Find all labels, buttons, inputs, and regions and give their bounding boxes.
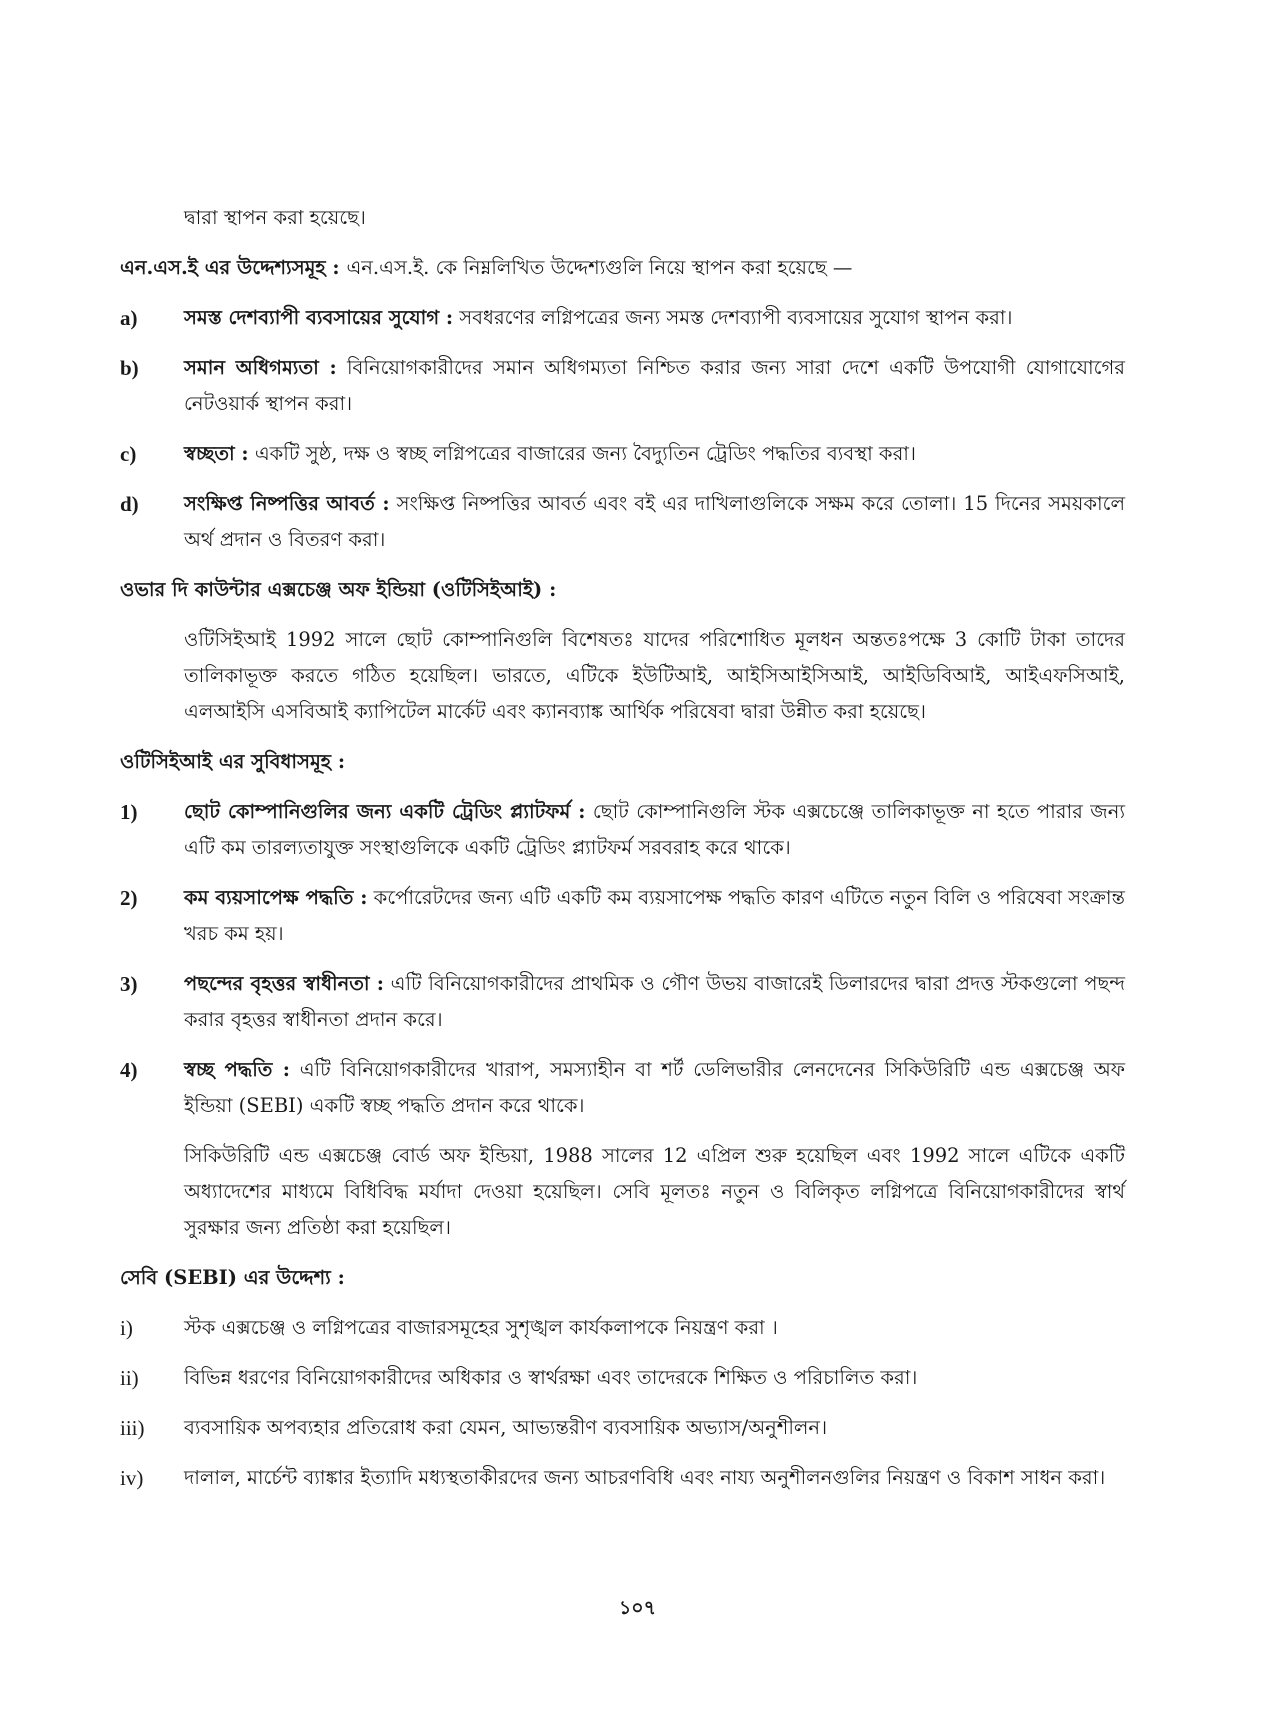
list-item-body	[184, 486, 1125, 558]
item-text: দালাল, মার্চেন্ট ব্যাঙ্কার ইত্যাদি মধ্যস্থতাকীরদের জন্য আচরণবিধি এবং নায্য অনুশীলনগুলির নিয়ন্ত্রণ ও বিকাশ সাধন করা।	[184, 1466, 1106, 1489]
list-marker: iii)	[120, 1416, 145, 1440]
list-item	[120, 880, 1125, 952]
list-item-body	[184, 300, 1125, 336]
list-item	[120, 436, 1125, 472]
list-item-body	[184, 880, 1125, 952]
list-item-body	[184, 1052, 1125, 1124]
nse-heading-tail: এন.এস.ই. কে নিম্নলিখিত উদ্দেশ্যগুলি নিয়ে স্থাপন করা হয়েছে —	[346, 256, 853, 279]
list-marker: c)	[120, 442, 137, 466]
otcei-heading: ওভার দি কাউন্টার এক্সচেঞ্জ অফ ইন্ডিয়া (ওটিসিইআই) :	[120, 578, 557, 601]
list-item-body	[184, 966, 1125, 1038]
list-item	[120, 1360, 1125, 1396]
list-item	[120, 1052, 1125, 1124]
item-text: ছোট কোম্পানিগুলি স্টক এক্সচেঞ্জে তালিকাভূক্ত না হতে পারার জন্য এটি কম তারল্যতাযুক্ত সংস্থাগুলিকে একটি ট্রেডিং প্ল্যাটফর্ম সরবরাহ করে থাকে।	[184, 800, 1125, 859]
nse-objectives-heading	[120, 250, 1125, 286]
list-item	[120, 350, 1125, 422]
list-item	[120, 1310, 1125, 1346]
item-text: ব্যবসায়িক অপব্যহার প্রতিরোধ করা যেমন, আভ্যন্তরীণ ব্যবসায়িক অভ্যাস/অনুশীলন।	[184, 1416, 828, 1439]
item-title: স্বচ্ছ পদ্ধতি :	[184, 1058, 290, 1081]
list-marker: b)	[120, 356, 139, 380]
list-item	[120, 1410, 1125, 1446]
page-number: ১০৭	[618, 1597, 657, 1619]
list-item-body	[184, 436, 1125, 472]
item-text: কর্পোরেটদের জন্য এটি একটি কম ব্যয়সাপেক্ষ পদ্ধতি কারণ এটিতে নতুন বিলি ও পরিষেবা সংক্রান্ত খরচ কম হয়।	[184, 886, 1125, 945]
list-item-body	[184, 794, 1125, 866]
item-title: পছন্দের বৃহত্তর স্বাধীনতা :	[184, 972, 384, 995]
list-marker: a)	[120, 306, 138, 330]
otcei-benefits-heading: ওটিসিইআই এর সুবিধাসমূহ :	[120, 750, 346, 773]
item-text: বিভিন্ন ধরণের বিনিয়োগকারীদের অধিকার ও স্বার্থরক্ষা এবং তাদেরকে শিক্ষিত ও পরিচালিত করা।	[184, 1366, 918, 1389]
item-text: একটি সুষ্ঠ, দক্ষ ও স্বচ্ছ লগ্নিপত্রের বাজারের জন্য বৈদ্যুতিন ট্রেডিং পদ্ধতির ব্যবস্থা করা।	[254, 442, 916, 465]
item-title: সমান অধিগম্যতা :	[184, 356, 337, 379]
sebi-paragraph: সিকিউরিটি এন্ড এক্সচেঞ্জ বোর্ড অফ ইন্ডিয়া, 1988 সালের 12 এপ্রিল শুরু হয়েছিল এবং 1992 সালে এটিকে একটি অধ্যাদেশের মাধ্যমে বিধিবিদ্ধ মর্যাদা দেওয়া হয়েছিল। সেবি মূলতঃ নতুন ও বিলিকৃত লগ্নিপত্রে বিনিয়োগকারীদের স্বার্থ সুরক্ষার জন্য প্রতিষ্ঠা করা হয়েছিল।	[184, 1144, 1125, 1239]
item-title: সমস্ত দেশব্যাপী ব্যবসায়ের সুযোগ :	[184, 306, 454, 329]
list-marker: 4)	[120, 1058, 138, 1082]
item-title: সংক্ষিপ্ত নিষ্পত্তির আবর্ত :	[184, 492, 390, 515]
list-marker: 1)	[120, 800, 138, 824]
otcei-paragraph: ওটিসিইআই 1992 সালে ছোট কোম্পানিগুলি বিশেষতঃ যাদের পরিশোধিত মূলধন অন্ততঃপক্ষে 3 কোটি টাকা তাদের তালিকাভূক্ত করতে গঠিত হয়েছিল। ভারতে, এটিকে ইউটিআই, আইসিআইসিআই, আইডিবিআই, আইএফসিআই, এলআইসি এসবিআই ক্যাপিটেল মার্কেট এবং ক্যানব্যাঙ্ক আর্থিক পরিষেবা দ্বারা উন্নীত করা হয়েছে।	[184, 628, 1125, 723]
intro-line: দ্বারা স্থাপন করা হয়েছে।	[184, 206, 366, 229]
item-title: কম ব্যয়সাপেক্ষ পদ্ধতি :	[184, 886, 368, 909]
list-item	[120, 966, 1125, 1038]
list-marker: i)	[120, 1316, 133, 1340]
nse-heading-title: এন.এস.ই এর উদ্দেশ্যসমূহ :	[120, 256, 340, 279]
item-title: স্বচ্ছতা :	[184, 442, 249, 465]
item-text: এটি বিনিয়োগকারীদের প্রাথমিক ও গৌণ উভয় বাজারেই ডিলারদের দ্বারা প্রদত্ত স্টকগুলো পছন্দ করার বৃহত্তর স্বাধীনতা প্রদান করে।	[184, 972, 1125, 1031]
item-text: সংক্ষিপ্ত নিষ্পত্তির আবর্ত এবং বই এর দাখিলাগুলিকে সক্ষম করে তোলা। 15 দিনের সময়কালে অর্থ প্রদান ও বিতরণ করা।	[184, 492, 1126, 551]
list-item	[120, 1460, 1125, 1496]
item-title: ছোট কোম্পানিগুলির জন্য একটি ট্রেডিং প্ল্যাটফর্ম :	[184, 800, 586, 823]
item-text: বিনিয়োগকারীদের সমান অধিগম্যতা নিশ্চিত করার জন্য সারা দেশে একটি উপযোগী যোগাযোগের নেটওয়ার্ক স্থাপন করা।	[184, 356, 1125, 415]
sebi-objectives-heading: সেবি (SEBI) এর উদ্দেশ্য :	[120, 1266, 345, 1289]
list-item	[120, 486, 1125, 558]
list-marker: 3)	[120, 972, 138, 996]
document-page	[120, 200, 1125, 1510]
list-marker: ii)	[120, 1366, 139, 1390]
list-item	[120, 300, 1125, 336]
list-marker: iv)	[120, 1466, 144, 1490]
list-item-body	[184, 350, 1125, 422]
list-marker: d)	[120, 492, 139, 516]
item-text: এটি বিনিয়োগকারীদের খারাপ, সমস্যাহীন বা শর্ট ডেলিভারীর লেনদেনের সিকিউরিটি এন্ড এক্সচেঞ্জ অফ ইন্ডিয়া (SEBI) একটি স্বচ্ছ পদ্ধতি প্রদান করে থাকে।	[184, 1058, 1126, 1117]
item-text: সবধরণের লগ্নিপত্রের জন্য সমস্ত দেশব্যাপী ব্যবসায়ের সুযোগ স্থাপন করা।	[459, 306, 1013, 329]
list-marker: 2)	[120, 886, 138, 910]
list-item	[120, 794, 1125, 866]
item-text: স্টক এক্সচেঞ্জ ও লগ্নিপত্রের বাজারসমূহের সুশৃঙ্খল কার্যকলাপকে নিয়ন্ত্রণ করা ।	[184, 1316, 778, 1339]
